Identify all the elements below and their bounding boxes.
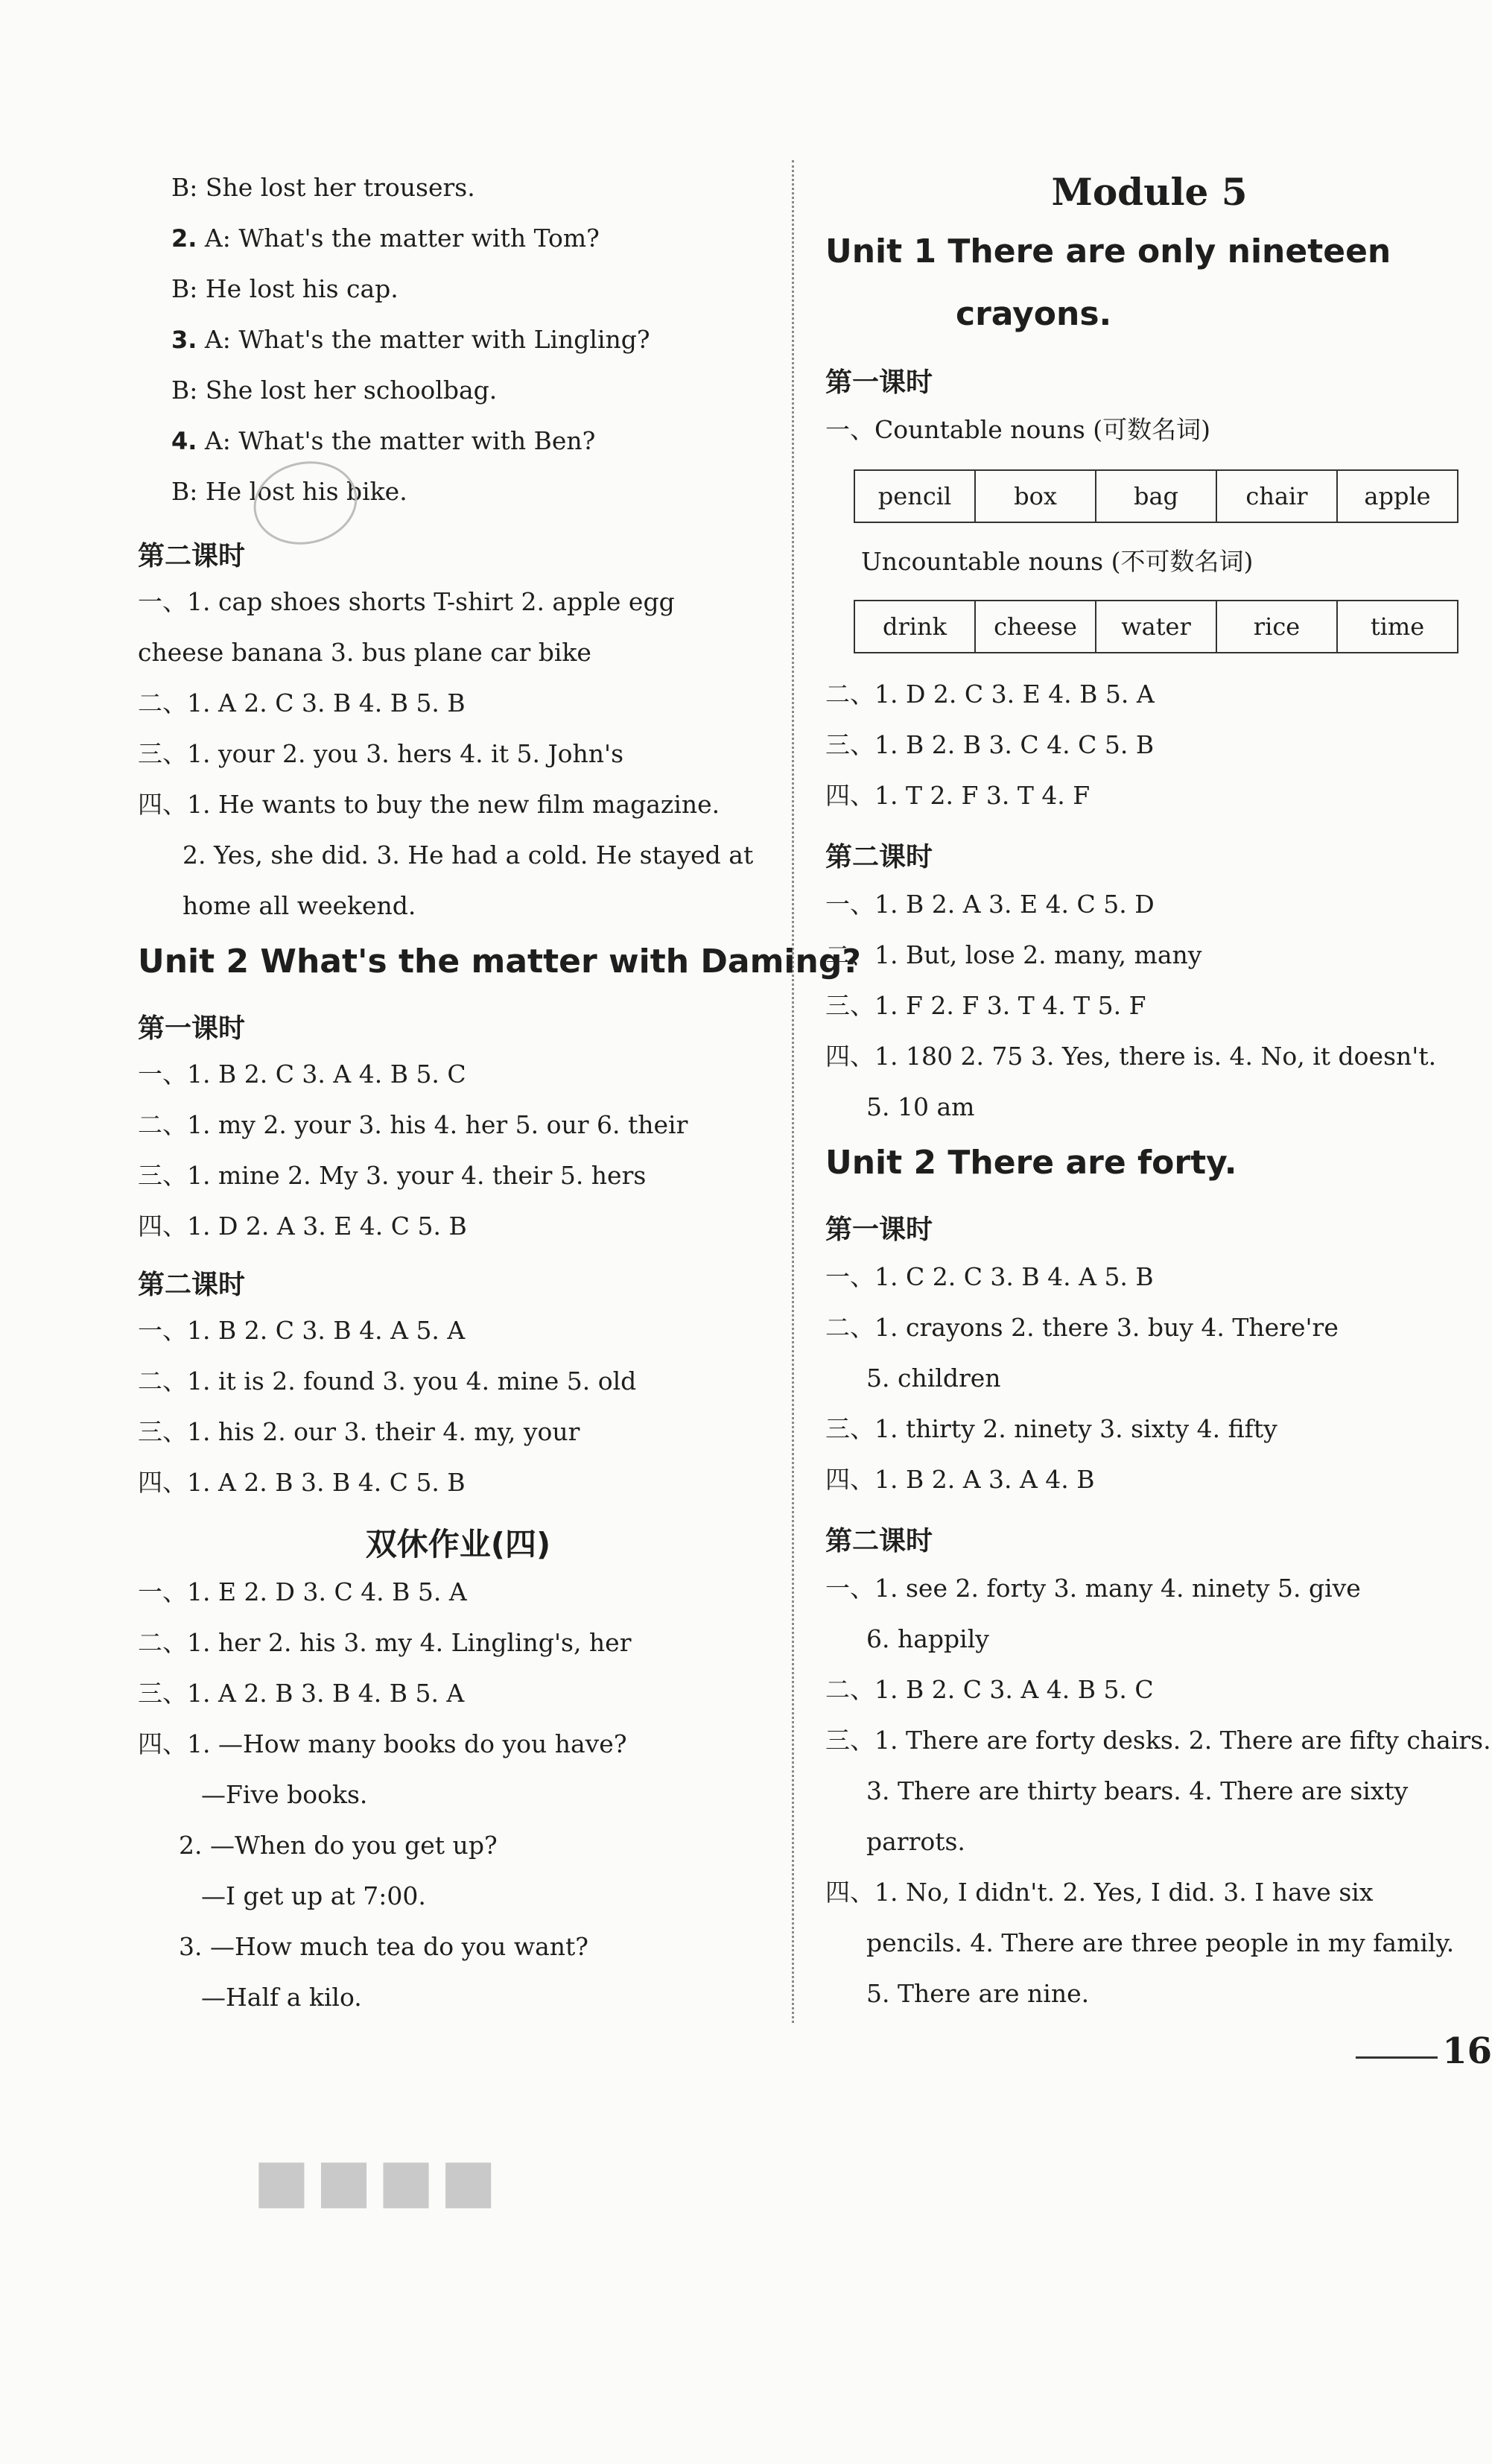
answer-line: 二、1. my 2. your 3. his 4. her 5. our 6. their: [138, 1110, 688, 1139]
countable-table: [854, 469, 1458, 523]
answer-line: 一、1. B 2. C 3. B 4. A 5. A: [138, 1316, 466, 1345]
unit-title: Unit 2 What's the matter with Daming?: [138, 943, 861, 981]
answer-line: 4. A: What's the matter with Ben?: [171, 426, 596, 455]
noun-cell: apple: [1337, 470, 1458, 522]
lesson-heading: 第二课时: [138, 1270, 246, 1300]
answer-line: 6. happily: [866, 1624, 989, 1653]
answer-line: 三、1. his 2. our 3. their 4. my, your: [138, 1417, 580, 1446]
lesson-heading: 第一课时: [138, 1013, 246, 1044]
answer-line: pencils. 4. There are three people in my family.: [866, 1928, 1455, 1957]
answer-line: —Half a kilo.: [201, 1983, 362, 2012]
answer-line: home all weekend.: [182, 891, 416, 920]
answer-line: 一、1. B 2. A 3. E 4. C 5. D: [825, 890, 1155, 919]
answer-line: 5. There are nine.: [866, 1979, 1090, 2008]
answer-line: 3. A: What's the matter with Lingling?: [171, 325, 650, 354]
answer-line: 3. —How much tea do you want?: [179, 1932, 588, 1961]
countable-label: 一、Countable nouns (可数名词): [825, 415, 1211, 444]
unit-title: Unit 1 There are only nineteen: [825, 232, 1391, 270]
answer-line: 3. There are thirty bears. 4. There are sixty: [866, 1776, 1409, 1805]
noun-cell: time: [1337, 601, 1458, 653]
noun-cell: box: [975, 470, 1096, 522]
answer-line: 一、1. E 2. D 3. C 4. B 5. A: [138, 1577, 467, 1606]
answer-line: 2. A: What's the matter with Tom?: [171, 224, 600, 253]
noun-cell: drink: [854, 601, 975, 653]
answer-line: 四、1. D 2. A 3. E 4. C 5. B: [138, 1212, 467, 1241]
answer-line: 三、1. your 2. you 3. hers 4. it 5. John's: [138, 739, 624, 768]
answer-line: —I get up at 7:00.: [201, 1881, 426, 1910]
unit-title-cont: crayons.: [956, 295, 1112, 333]
answer-line: 二、1. B 2. C 3. A 4. B 5. C: [825, 1675, 1154, 1704]
answer-line: parrots.: [866, 1827, 965, 1856]
answer-line: 一、1. C 2. C 3. B 4. A 5. B: [825, 1262, 1154, 1291]
lesson-heading: 第二课时: [825, 1526, 933, 1556]
answer-line: 二、1. A 2. C 3. B 4. B 5. B: [138, 688, 466, 718]
answer-line: 一、1. B 2. C 3. A 4. B 5. C: [138, 1060, 466, 1089]
answer-line: B: He lost his cap.: [171, 274, 399, 303]
answer-line: 5. children: [866, 1364, 1001, 1393]
answer-line: 三、1. mine 2. My 3. your 4. their 5. hers: [138, 1161, 647, 1190]
noun-cell: rice: [1216, 601, 1337, 653]
answer-line: B: She lost her schoolbag.: [171, 376, 498, 405]
answer-line: 三、1. There are forty desks. 2. There are fifty chairs.: [825, 1726, 1491, 1755]
watermark-logo: ■■■■: [253, 2146, 503, 2215]
uncountable-table: [854, 600, 1458, 653]
answer-line: 二、1. it is 2. found 3. you 4. mine 5. old: [138, 1366, 637, 1396]
answer-line: 四、1. T 2. F 3. T 4. F: [825, 781, 1091, 810]
noun-cell: bag: [1096, 470, 1216, 522]
uncountable-label: Uncountable nouns (不可数名词): [861, 547, 1254, 576]
answer-line: B: He lost his bike.: [171, 477, 407, 506]
answer-line: 三、1. B 2. B 3. C 4. C 5. B: [825, 730, 1155, 759]
watermark-stamp: [246, 452, 365, 554]
noun-cell: cheese: [975, 601, 1096, 653]
noun-cell: chair: [1216, 470, 1337, 522]
answer-line: 四、1. He wants to buy the new film magazine.: [138, 790, 720, 819]
column-divider: [792, 160, 794, 2023]
lesson-heading: 第一课时: [825, 1214, 933, 1245]
page-number: 16: [1442, 2030, 1492, 2072]
answer-line: 四、1. A 2. B 3. B 4. C 5. B: [138, 1468, 466, 1497]
answer-line: 5. 10 am: [866, 1092, 975, 1121]
module-title: Module 5: [1051, 170, 1248, 214]
answer-line: 二、1. D 2. C 3. E 4. B 5. A: [825, 680, 1155, 709]
answer-line: 2. —When do you get up?: [179, 1831, 498, 1860]
answer-line: 二、1. But, lose 2. many, many: [825, 940, 1202, 969]
answer-line: 四、1. B 2. A 3. A 4. B: [825, 1465, 1095, 1494]
answer-line: 四、1. —How many books do you have?: [138, 1729, 627, 1758]
lesson-heading: 第二课时: [825, 842, 933, 872]
noun-cell: pencil: [854, 470, 975, 522]
lesson-heading: 第一课时: [825, 367, 933, 398]
answer-line: —Five books.: [201, 1780, 368, 1809]
answer-line: 一、1. see 2. forty 3. many 4. ninety 5. give: [825, 1574, 1361, 1603]
answer-line: 一、1. cap shoes shorts T-shirt 2. apple egg: [138, 587, 675, 616]
page-number-rule: [1356, 2056, 1438, 2059]
answer-line: 四、1. 180 2. 75 3. Yes, there is. 4. No, it doesn't.: [825, 1042, 1437, 1071]
answer-line: 二、1. her 2. his 3. my 4. Lingling's, her: [138, 1628, 632, 1657]
answer-line: cheese banana 3. bus plane car bike: [138, 638, 591, 667]
answer-line: B: She lost her trousers.: [171, 173, 475, 202]
noun-cell: water: [1096, 601, 1216, 653]
lesson-heading: 第二课时: [138, 541, 246, 571]
weekend-homework-title: 双休作业(四): [365, 1526, 551, 1562]
answer-line: 三、1. thirty 2. ninety 3. sixty 4. fifty: [825, 1414, 1277, 1443]
answer-line: 三、1. A 2. B 3. B 4. B 5. A: [138, 1679, 465, 1708]
answer-line: 四、1. No, I didn't. 2. Yes, I did. 3. I have six: [825, 1878, 1374, 1907]
answer-line: 三、1. F 2. F 3. T 4. T 5. F: [825, 991, 1146, 1020]
answer-line: 二、1. crayons 2. there 3. buy 4. There're: [825, 1313, 1339, 1342]
unit-title: Unit 2 There are forty.: [825, 1144, 1237, 1182]
answer-line: 2. Yes, she did. 3. He had a cold. He stayed at: [182, 840, 754, 870]
